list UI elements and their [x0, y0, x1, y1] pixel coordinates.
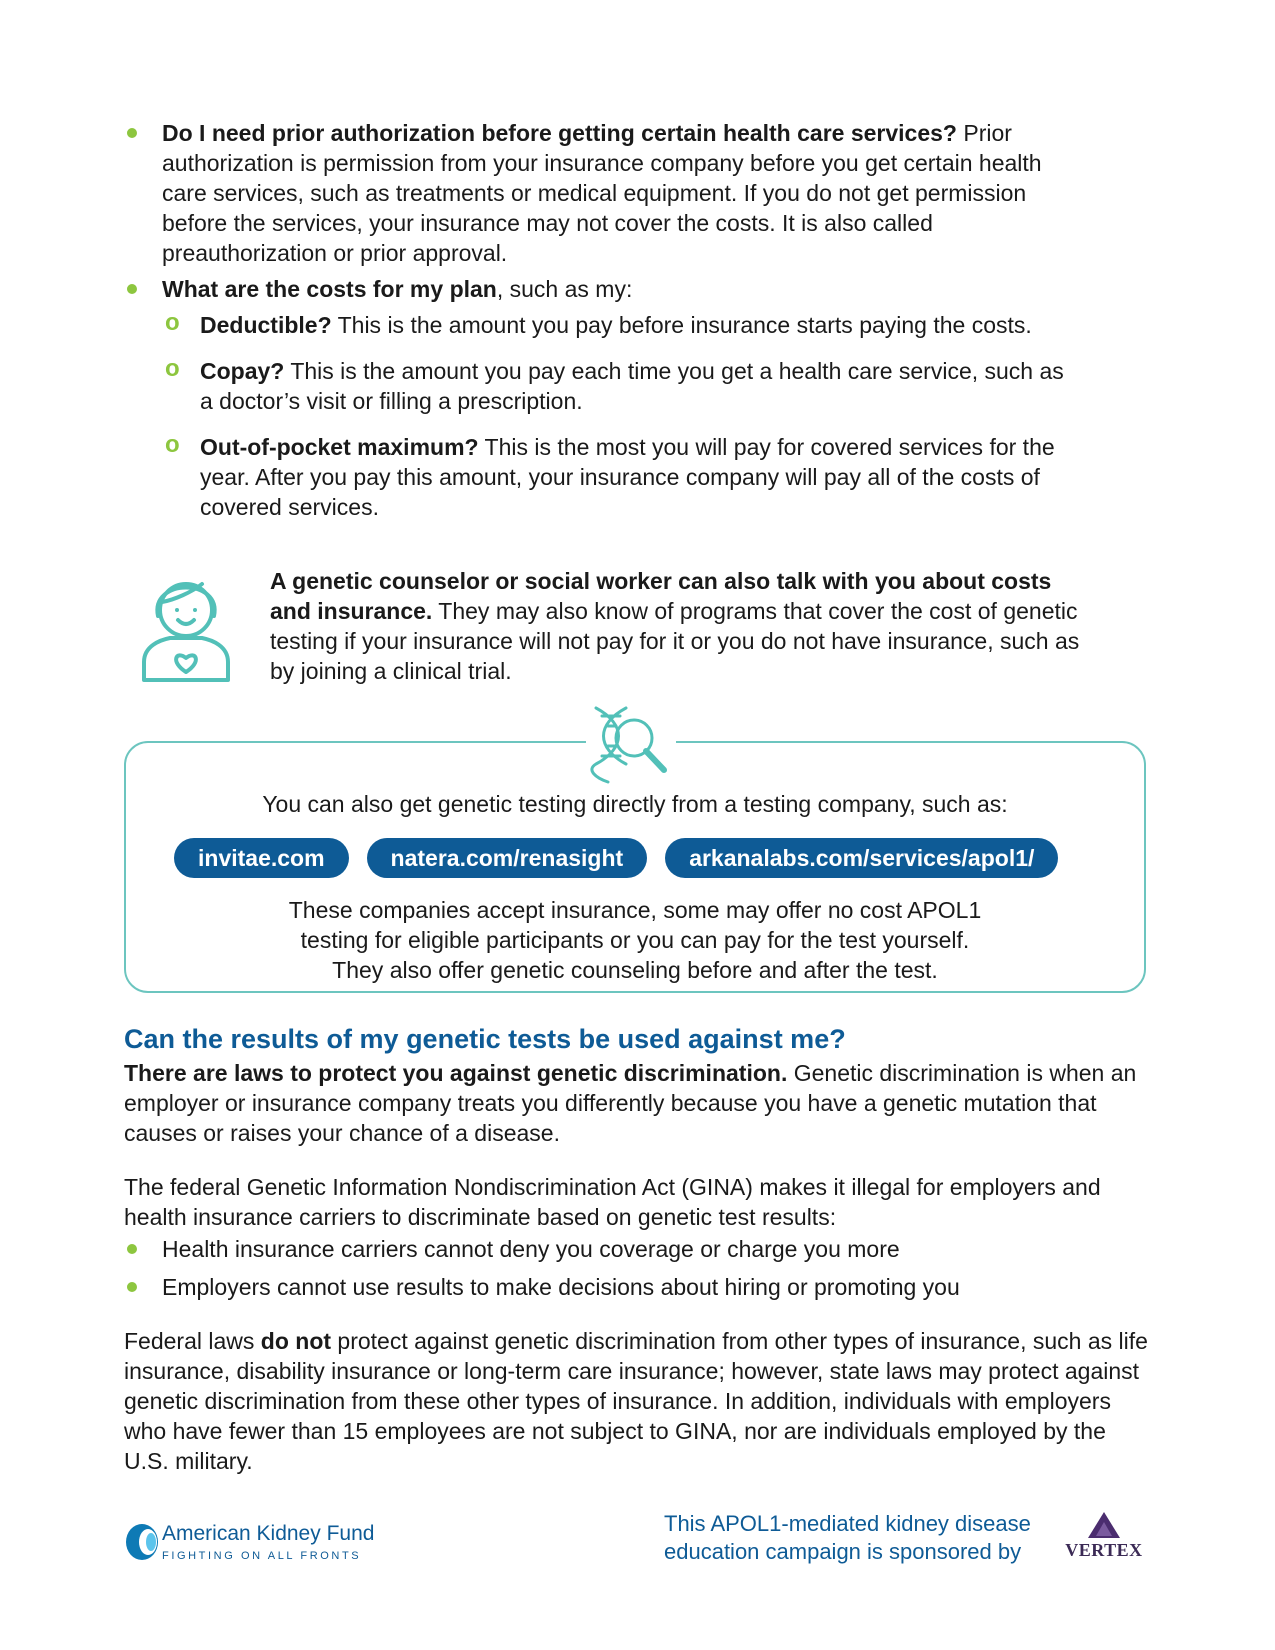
- box-intro: You can also get genetic testing directly from a testing company, such as:: [262, 791, 1008, 817]
- cost-item-bold: Copay?: [200, 358, 285, 384]
- list-item: [124, 118, 1084, 268]
- federal-laws-paragraph: [124, 1326, 1154, 1476]
- box-note-line: These companies accept insurance, some may offer no cost APOL1: [288, 897, 982, 923]
- sponsor-text: [664, 1510, 1031, 1566]
- vertex-wordmark: VERTEX: [1065, 1540, 1143, 1560]
- link-natera[interactable]: natera.com/renasight: [367, 838, 648, 878]
- question-text: Prior authorization is permission from your insurance company before you get certain health care services, such as treatments or medical equipment. If you do not get permission before the services, your insurance may not cover the costs. It is also called preauthorization or prior approval.: [162, 120, 1042, 266]
- link-invitae[interactable]: invitae.com: [174, 838, 349, 878]
- discrimination-paragraph: [124, 1058, 1154, 1148]
- paragraph-bold: There are laws to protect you against genetic discrimination.: [124, 1060, 788, 1086]
- american-kidney-fund-logo: [124, 1520, 384, 1570]
- paragraph-text: Federal laws: [124, 1328, 261, 1354]
- cost-item-bold: Deductible?: [200, 312, 332, 338]
- section-heading: Can the results of my genetic tests be used against me?: [124, 1024, 846, 1054]
- gina-bullets: [124, 1234, 1154, 1302]
- cost-item-text: This is the amount you pay each time you get a health care service, such as a doctor’s visit or filling a prescription.: [200, 358, 1064, 414]
- list-item: [162, 310, 1074, 340]
- list-item: Health insurance carriers cannot deny you coverage or charge you more: [124, 1234, 1154, 1264]
- paragraph-text: protect against genetic discrimination from other types of insurance, such as life insurance, disability insurance or long-term care insurance; however, state laws may protect against genetic discrimination from these other types of insurance. In addition, individuals with employers who have fewer than 15 employees are not subject to GINA, nor are individuals employed by the U.S. military.: [124, 1328, 1148, 1474]
- question-text: , such as my:: [496, 276, 633, 302]
- vertex-logo: [1058, 1510, 1150, 1564]
- list-item: [162, 356, 1074, 416]
- org-name: American Kidney Fund: [162, 1522, 375, 1545]
- cost-item-bold: Out-of-pocket maximum?: [200, 434, 479, 460]
- paragraph-bold: do not: [260, 1328, 332, 1354]
- counselor-bold: A genetic counselor or social worker can also talk with you about costs and insurance.: [270, 568, 1052, 624]
- sponsor-line: This APOL1-mediated kidney disease: [664, 1511, 1031, 1536]
- company-links: [174, 838, 1058, 878]
- link-arkana[interactable]: arkanalabs.com/services/apol1/: [665, 838, 1058, 878]
- cost-item-text: This is the amount you pay before insurance starts paying the costs.: [331, 312, 1032, 338]
- counselor-text: [270, 566, 1090, 686]
- cost-item-text: This is the most you will pay for covered services for the year. After you pay this amount, your insurance company will pay all of the costs of covered services.: [200, 434, 1055, 520]
- counselor-callout: [140, 566, 1090, 686]
- sponsor-line: education campaign is sponsored by: [664, 1539, 1022, 1564]
- cost-items-list: [162, 310, 1074, 522]
- question-bold: What are the costs for my plan: [162, 276, 497, 302]
- question-bold: Do I need prior authorization before getting certain health care services?: [162, 120, 957, 146]
- counselor-rest: They may also know of programs that cover the cost of genetic testing if your insurance will not pay for it or you do not have insurance, such as by joining a clinical trial.: [270, 598, 1080, 684]
- insurance-question-list: [124, 118, 1084, 538]
- gina-paragraph: The federal Genetic Information Nondiscrimination Act (GINA) makes it illegal for employers and health insurance carriers to discriminate based on genetic test results:: [124, 1174, 1101, 1230]
- org-tagline: FIGHTING ON ALL FRONTS: [162, 1550, 362, 1562]
- list-item: [162, 432, 1074, 522]
- box-note-line: testing for eligible participants or you can pay for the test yourself.: [300, 927, 970, 953]
- box-note: [126, 895, 1144, 985]
- dna-magnifier-icon: [586, 704, 676, 784]
- counselor-icon: [140, 566, 232, 684]
- list-item: Employers cannot use results to make decisions about hiring or promoting you: [124, 1272, 1154, 1302]
- list-item: [124, 274, 1084, 522]
- paragraph-text: Genetic discrimination is when an employer or insurance company treats you differently because you have a genetic mutation that causes or raises your chance of a disease.: [124, 1060, 1137, 1146]
- box-note-line: They also offer genetic counseling before and after the test.: [332, 957, 938, 983]
